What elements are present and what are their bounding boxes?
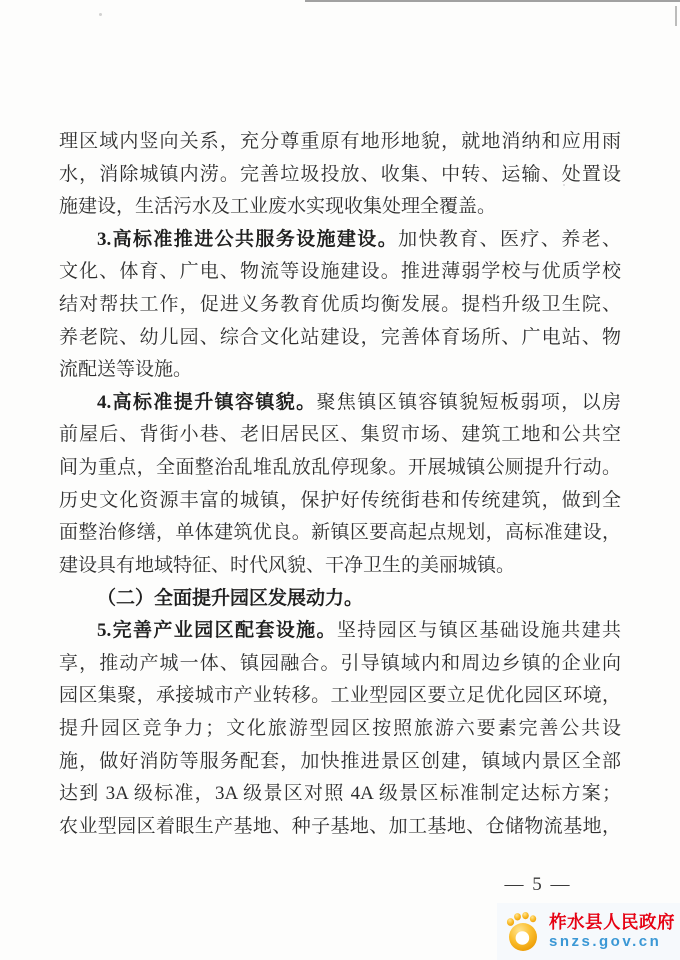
- text-line: 提升园区竞争力；文化旅游型园区按照旅游六要素完善公共设: [59, 717, 621, 739]
- paragraph-item-3: [59, 224, 621, 387]
- text-line: 达到 3A 级标准，3A 级景区对照 4A 级景区标准制定达标方案；: [59, 783, 621, 805]
- text-line: [59, 224, 621, 257]
- paragraph-lead: 4.高标准提升镇容镇貌。: [97, 391, 317, 413]
- text-line: 建设具有地域特征、时代风貌、干净卫生的美丽城镇。: [59, 554, 516, 576]
- text-line: 面整治修缮，单体建筑优良。新镇区要高起点规划，高标准建设，: [59, 522, 621, 544]
- page-number: — 5 —: [504, 874, 572, 895]
- text-line: 享，推动产城一体、镇园融合。引导镇域内和周边乡镇的企业向: [59, 652, 621, 674]
- scan-artifact-top-edge: [305, 0, 680, 2]
- text-line: [59, 615, 621, 648]
- watermark-site-name: 柞水县人民政府: [549, 912, 675, 932]
- text-line: 历史文化资源丰富的城镇，保护好传统街巷和传统建筑，做到全: [59, 489, 621, 511]
- section-heading-2: [59, 583, 621, 616]
- paragraph-lead: 3.高标准推进公共服务设施建设。: [97, 228, 399, 250]
- text-line: 间为重点，全面整治乱堆乱放乱停现象。开展城镇公厕提升行动。: [59, 457, 621, 479]
- text-line: 文化、体育、广电、物流等设施建设。推进薄弱学校与优质学校: [59, 261, 621, 283]
- text-line: 施建设，生活污水及工业废水实现收集处理全覆盖。: [59, 196, 497, 218]
- paragraph-lead-rest: 聚焦镇区镇容镇貌短板弱项，以房: [316, 391, 621, 413]
- text-line: [59, 387, 621, 420]
- gov-watermark: [497, 903, 680, 960]
- scan-artifact-right-edge: [675, 6, 677, 26]
- paragraph-lead-rest: 坚持园区与镇区基础设施共建共: [336, 620, 621, 642]
- document-body: [59, 126, 621, 843]
- text-line: 养老院、幼儿园、综合文化站建设，完善体育场所、广电站、物: [59, 326, 621, 348]
- watermark-site-url: snzs.gov.cn: [549, 933, 662, 950]
- paragraph-continuation: [59, 126, 621, 224]
- scan-artifact-speck: [99, 13, 102, 16]
- text-line: 理区域内竖向关系，充分尊重原有地形地貌，就地消纳和应用雨: [59, 131, 621, 152]
- text-line: 园区集聚，承接城市产业转移。工业型园区要立足优化园区环境，: [59, 685, 621, 707]
- text-line: （二）全面提升园区发展动力。: [97, 587, 364, 609]
- paragraph-item-4: [59, 387, 621, 583]
- paragraph-item-5: [59, 615, 621, 843]
- paragraph-lead-rest: 加快教育、医疗、养老、: [398, 228, 621, 250]
- text-line: 水，消除城镇内涝。完善垃圾投放、收集、中转、运输、处置设: [59, 163, 621, 185]
- text-line: 施，做好消防等服务配套，加快推进景区创建，镇域内景区全部: [59, 750, 621, 772]
- text-line: 农业型园区着眼生产基地、种子基地、加工基地、仓储物流基地，: [59, 815, 621, 837]
- paw-icon: [504, 911, 544, 953]
- text-line: 前屋后、背街小巷、老旧居民区、集贸市场、建筑工地和公共空: [59, 424, 621, 446]
- watermark-text: [549, 912, 675, 951]
- paragraph-lead: 5.完善产业园区配套设施。: [97, 620, 337, 642]
- text-line: 流配送等设施。: [59, 359, 193, 381]
- text-line: 结对帮扶工作，促进义务教育优质均衡发展。提档升级卫生院、: [59, 294, 621, 316]
